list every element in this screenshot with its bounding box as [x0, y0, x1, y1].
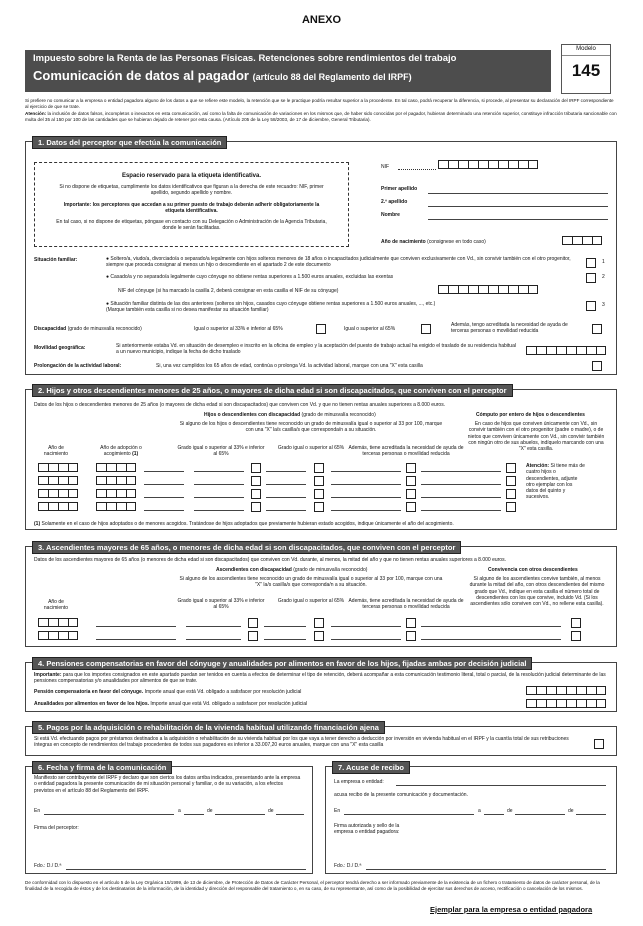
section-6-title: 6. Fecha y firma de la comunicación: [32, 761, 172, 774]
section-4-title: 4. Pensiones compensatorias en favor del cónyuge y anualidades por alimentos en favor de los hijos, fijadas ambas por decisión judicial: [32, 657, 532, 670]
ascendant-65-box[interactable]: [314, 631, 324, 641]
ascendants-cohab-text: Si alguno de los ascendientes convive también, al menos durante la mitad del año, con otros descendientes del mismo grado que Vd., indique en esta casilla el número total de descendientes con los que convive, incluido Vd. (Si los ascendientes sólo conviven con Vd., no rellene esta casilla).: [469, 576, 605, 607]
col-birth-year: Año de nacimiento: [43, 445, 69, 458]
child-birth-year-field[interactable]: [38, 489, 78, 498]
signed-by-field[interactable]: [66, 869, 306, 870]
disability-help-box[interactable]: [592, 324, 602, 334]
child-adoption-year-field[interactable]: [96, 476, 136, 485]
housing-box[interactable]: [594, 739, 604, 749]
col-65: Grado igual o superior al 65%: [277, 445, 345, 451]
extension-text: Si, una vez cumplidos los 65 años de edad, continúa o prolonga Vd. la actividad laboral, marque con una "X" esta casilla: [156, 363, 423, 369]
header-line1: Impuesto sobre la Renta de las Personas Físicas. Retenciones sobre rendimientos del trabajo: [33, 53, 457, 64]
child-name-line: [144, 484, 184, 485]
nif-label: NIF: [381, 164, 390, 170]
section-4: [25, 659, 617, 712]
ascendant-cohab-box[interactable]: [571, 618, 581, 628]
ack-year-field[interactable]: [576, 814, 606, 815]
disability-33-box[interactable]: [316, 324, 326, 334]
header-title: Comunicación de datos al pagador: [33, 67, 249, 83]
section-7: 7. Acuse de recibo La empresa o entidad: acusa recibo de la presente comunicación y documentación. En a de de Firma autorizada y sello de la empresa o entidad pagadora: Fdo.: D./ D.ª: [325, 766, 617, 874]
children-full-count-header: Cómputo por entero de hijos o descendientes: [476, 412, 585, 418]
first-surname-field[interactable]: [428, 193, 608, 194]
child-33-line: [194, 484, 244, 485]
family-status-3-box[interactable]: [586, 301, 596, 311]
company-field[interactable]: [396, 785, 606, 786]
section-2-intro: Datos de los hijos o descendientes menores de 25 años (o mayores de dicha edad si son discapacitados) que conviven con Vd. y que no tienen rentas anuales superiores a 8.000 euros.: [34, 402, 446, 408]
intro-p2: Atención: la inclusión de datos falsos, incompletos o inexactos en esta comunicación, así como la falta de comunicación de variaciones en los mismos que, de haber sido conocidas por el pagador, hubieran determinado una retención superior, constituye infracción tributaria sancionable con multa del 35 al 150 por 100 de las cantidades que se hubieran dejado de retener por esta causa. (Artículo 205 de la Ley 58/2003, de 17 de diciembre, General Tributaria).: [25, 111, 617, 123]
child-count-line: [421, 510, 501, 511]
ascendant-65-box[interactable]: [314, 618, 324, 628]
ascendant-help-box[interactable]: [406, 618, 416, 628]
child-65-box[interactable]: [314, 463, 324, 473]
child-help-line: [331, 497, 401, 498]
child-33-box[interactable]: [251, 476, 261, 486]
ascendants-disability-header: Ascendientes con discapacidad (grado de minusvalía reconocido): [216, 567, 368, 573]
child-33-line: [194, 471, 244, 472]
model-label: Modelo: [562, 45, 610, 56]
child-full-count-box[interactable]: [506, 489, 516, 499]
intro-text: [25, 98, 617, 125]
ascendant-help-box[interactable]: [406, 631, 416, 641]
signature-label: Firma del perceptor:: [34, 825, 79, 831]
child-adoption-year-field[interactable]: [96, 489, 136, 498]
section-4-important: Importante: para que los importes consignados en este apartado puedan ser tenidos en cuenta a efectos de determinar el tipo de retención, deberá acompañar a esta comunicación testimonio literal, total o parcial, de la resolución judicial determinante de las pensiones compensatorias y/o anualidades por alimentos de que se trate.: [34, 672, 606, 685]
extension-label: Prolongación de la actividad laboral:: [34, 363, 122, 369]
child-33-line: [194, 497, 244, 498]
receipt-text: acusa recibo de la presente comunicación y documentación.: [334, 792, 468, 798]
place-field[interactable]: [44, 814, 174, 815]
child-birth-year-field[interactable]: [38, 463, 78, 472]
second-surname-field[interactable]: [428, 206, 608, 207]
child-full-count-box[interactable]: [506, 502, 516, 512]
section-2: [25, 386, 617, 530]
child-help-box[interactable]: [406, 489, 416, 499]
child-help-line: [331, 510, 401, 511]
child-65-line: [266, 471, 306, 472]
section-6: 6. Fecha y firma de la comunicación Manifiesto ser contribuyente del IRPF y declaro que son ciertos los datos arriba indicados, presentando ante la empresa o entidad pagadora la presente comunicación de mi situación personal y familiar, o de su variación, a los efectos previstos en el artículo 88 del Reglamento del IRPF. En a de de Firma del perceptor: Fdo.: D./ D.ª: [25, 766, 313, 874]
asc-col-birth-year: Año de nacimiento: [43, 599, 69, 612]
ascendant-cohab-line: [421, 639, 561, 640]
birth-year-field[interactable]: [562, 236, 602, 245]
disability-65-box[interactable]: [421, 324, 431, 334]
col-33: Grado igual o superior al 33% e inferior al 65%: [177, 445, 265, 458]
ascendant-cohab-box[interactable]: [571, 631, 581, 641]
name-field[interactable]: [428, 219, 608, 220]
child-help-box[interactable]: [406, 476, 416, 486]
child-count-line: [421, 497, 501, 498]
privacy-footer: De conformidad con lo dispuesto en el artículo 5 de la Ley Orgánica 15/1999, de 13 de diciembre, de Protección de Datos de Carácter Personal, el perceptor tendrá derecho a ser informado previamente de la existencia de un fichero o tratamiento de datos de carácter personal, de la finalidad de la recogida de éstos y de los destinatarios de la información, de la identidad y dirección del responsable del tratamiento o, en su caso, de su representante, así como de la posibilidad de ejercitar sus derechos de acceso, rectificación o cancelación de los mismos.: [25, 880, 600, 891]
section-1-title: 1. Datos del perceptor que efectúa la comunicación: [32, 136, 227, 149]
alimony-label: Anualidades por alimentos en favor de los hijos. Importe anual que está Vd. obligado a satisfacer por resolución judicial: [34, 701, 308, 707]
child-help-line: [331, 471, 401, 472]
section-1: 1. Datos del perceptor que efectúa la comunicación Espacio reservado para la etiqueta identificativa. Si no dispone de etiquetas, cumplimente los datos identificativos que figuran a la derecha de este recuadro: NIF, primer apellido, segundo apellido y nombre. Importante: los perceptores que accedan a su primer puesto de trabajo deberán adherir obligatoriamente la etiqueta identificativa. En tal caso, si no dispone de etiquetas, póngase en contacto con su Delegación o Administración de la Agencia Tributaria, donde le serán facilitadas. NIF Primer apellido 2.º apellido Nombre Año de nacimiento (consignese en todo caso) Situación familiar: ● Soltero/a, viudo/a, divorciado/a o separado/a legalmente con hijos solteros menores de 18 años o incapacitados judicialmente que conviven exclusivamente con Vd., sin convivir también con el otro progenitor, siempre que proceda consignar al menos un hijo o descendiente en el apartado 2 de este documento 1 ● Casado/a y no separado/a legalmente cuyo cónyuge no obtiene rentas superiores a 1.500 euros anuales, excluidas las exentas 2 NIF del cónyuge (si ha marcado la casilla 2, deberá consignar en esta casilla el NIF de su cónyuge) ● Situación familiar distinta de las dos anteriores (solteros sin hijos, casados cuyo cónyuge obtiene rentas superiores a 1.500 euros anuales, ..., etc.) (Marque también esta casilla si no desea manifestar su situación familiar) 3 Discapacidad (grado de minusvalía reconocido) Igual o superior al 33% e inferior al 65% Igual o superior al 65% Además, tengo acreditada la necesidad de ayuda de terceras personas o movilidad reducida Movilidad geográfica: Si anteriormente estaba Vd. en situación de desempleo e inscrito en la oficina de empleo y la aceptación del puesto de trabajo actual ha exigido el traslado de su residencia habitual a un nuevo municipio, indique la fecha de dicho traslado Prolongación de la actividad laboral: Si, una vez cumplidos los 65 años de edad, continúa o prolonga Vd. la actividad laboral, marque con una "X" esta casilla: [25, 141, 617, 375]
form-header: [25, 50, 551, 92]
compensatory-pension-label: Pensión compensatoria en favor del cónyuge. Importe anual que está Vd. obligado a satisfacer por resolución judicial: [34, 689, 302, 695]
ack-month-field[interactable]: [515, 814, 565, 815]
signature-area[interactable]: [96, 822, 301, 860]
year-field[interactable]: [276, 814, 304, 815]
mobility-text: Si anteriormente estaba Vd. en situación de desempleo e inscrito en la oficina de empleo y la aceptación del puesto de trabajo actual ha exigido el traslado de su residencia habitual a un nuevo municipio, indique la fecha de dicho traslado: [116, 343, 516, 356]
model-number: 145: [571, 60, 601, 80]
ascendant-33-box[interactable]: [248, 618, 258, 628]
ascendant-line: [96, 639, 176, 640]
child-full-count-box[interactable]: [506, 476, 516, 486]
mobility-date-field[interactable]: [526, 346, 606, 355]
ack-signed-by-field[interactable]: [366, 869, 606, 870]
child-full-count-box[interactable]: [506, 463, 516, 473]
asc-col-33: Grado igual o superior al 33% e inferior al 65%: [177, 598, 265, 611]
child-birth-year-field[interactable]: [38, 502, 78, 511]
section-5-title: 5. Pagos por la adquisición o rehabilitación de la vivienda habitual utilizando financiación ajena: [32, 721, 385, 734]
ascendant-33-box[interactable]: [248, 631, 258, 641]
children-footnote: (1) Solamente en el caso de hijos adoptados o de menores acogidos. Tratándose de hijos adoptados que previamente hubieran estado acogidos, indique únicamente el año del acogimiento.: [34, 521, 454, 527]
intro-p1: Si prefiere no comunicar a la empresa o entidad pagadora alguno de los datos a que se refiere este modelo, la retención que se le practique podría resultar superior a la procedente. En tal caso, podrá recuperar la diferencia, si procede, al presentar su declaración del IRPF correspondiente al ejercicio de que se trate.: [25, 98, 614, 109]
family-status-2: ● Casado/a y no separado/a legalmente cuyo cónyuge no obtiene rentas superiores a 1.500 euros anuales, excluidas las exentas: [106, 274, 394, 280]
ascendant-birth-year-field[interactable]: [38, 618, 78, 627]
child-33-box[interactable]: [251, 463, 261, 473]
section-2-title: 2. Hijos y otros descendientes menores de 25 años, o mayores de dicha edad si son discapacitados, que conviven con el perceptor: [32, 384, 513, 397]
child-help-line: [331, 484, 401, 485]
section-7-title: 7. Acuse de recibo: [332, 761, 410, 774]
child-birth-year-field[interactable]: [38, 476, 78, 485]
birth-year-label: Año de nacimiento (consignese en todo caso): [381, 239, 486, 245]
ascendant-birth-year-field[interactable]: [38, 631, 78, 640]
child-33-box[interactable]: [251, 502, 261, 512]
child-name-line: [144, 471, 184, 472]
children-attention: Atención: Si tiene más de cuatro hijos o descendientes, adjunte otro ejemplar con los datos del quinto y sucesivos.: [526, 463, 585, 501]
section-3: [25, 543, 617, 647]
asc-col-help: Además, tiene acreditada la necesidad de ayuda de terceras personas o movilidad reducida: [348, 598, 464, 611]
disability-help-label: Además, tengo acreditada la necesidad de ayuda de terceras personas o movilidad reducida: [451, 322, 568, 335]
label-area: Espacio reservado para la etiqueta identificativa. Si no dispone de etiquetas, cumplimente los datos identificativos que figuran a la derecha de este recuadro: NIF, primer apellido, segundo apellido y nombre. Importante: los perceptores que accedan a su primer puesto de trabajo deberán adherir obligatoriamente la etiqueta identificativa. En tal caso, si no dispone de etiquetas, póngase en contacto con su Delegación o Administración de la Agencia Tributaria, donde le serán facilitadas.: [34, 162, 349, 247]
ascendants-cohab-header: Convivencia con otros descendientes: [488, 567, 578, 573]
child-65-box[interactable]: [314, 489, 324, 499]
ack-day-field[interactable]: [484, 814, 504, 815]
company-label: La empresa o entidad:: [334, 779, 384, 785]
ack-signed-by-label: Fdo.: D./ D.ª: [334, 863, 362, 869]
family-status-1: ● Soltero/a, viudo/a, divorciado/a o separado/a legalmente con hijos solteros menores de 18 años o incapacitados judicialmente que conviven exclusivamente con Vd., sin convivir también con el otro progenitor, siempre que proceda consignar al menos un hijo o descendiente en el apartado 2 de este documento: [106, 256, 571, 269]
spouse-nif-label: NIF del cónyuge (si ha marcado la casilla 2, deberá consignar en esta casilla el NIF de su cónyuge): [118, 288, 339, 294]
child-65-box[interactable]: [314, 476, 324, 486]
child-65-line: [266, 510, 306, 511]
ascendant-help-line: [331, 639, 401, 640]
child-33-line: [194, 510, 244, 511]
child-65-box[interactable]: [314, 502, 324, 512]
compensatory-pension-field[interactable]: [526, 686, 606, 695]
child-33-box[interactable]: [251, 489, 261, 499]
ascendant-33-line: [186, 626, 241, 627]
first-surname-label: Primer apellido: [381, 186, 418, 192]
disability-65-label: Igual o superior al 65%: [344, 326, 396, 332]
ascendant-33-line: [186, 639, 241, 640]
col-adoption-year: Año de adopción o acogimiento (1): [100, 445, 142, 458]
place-label: En: [34, 808, 41, 814]
ack-place-label: En: [334, 808, 341, 814]
section-3-intro: Datos de los ascendientes mayores de 65 años (o menores de dicha edad si son discapacitados) que conviven con Vd. durante, al menos, la mitad del año y que no tienen rentas anuales superiores a 8.000 euros.: [34, 557, 506, 563]
nif-field[interactable]: [438, 160, 538, 169]
col-help: Además, tiene acreditada la necesidad de ayuda de terceras personas o movilidad reducida: [348, 445, 464, 458]
mobility-label: Movilidad geográfica:: [34, 345, 86, 351]
child-65-line: [266, 484, 306, 485]
family-status-3: ● Situación familiar distinta de las dos anteriores (solteros sin hijos, casados cuyo cónyuge obtiene rentas superiores a 1.500 euros anuales, ..., etc.) (Marque también esta casilla si no desea manifestar su situación familiar): [106, 301, 436, 314]
children-disability-text: Si alguno de los hijos o descendientes tiene reconocido un grado de minusvalía igual o superior al 33 por 100, marque con una "X" la/s casilla/s que corresponda/n a su situación.: [179, 421, 443, 434]
ascendant-help-line: [331, 626, 401, 627]
model-box: [561, 44, 611, 94]
housing-text: Si está Vd. efectuando pagos por préstamos destinados a la adquisición o rehabilitación de su vivienda habitual por los que vaya a tener derecho a deducción por inversión en vivienda habitual en el IRPF y la cuantía total de sus retribuciones íntegras en concepto de rendimientos del trabajo procedentes de todos sus pagadores es inferior a 33.007,20 euros anuales, marque con una "X" esta casilla: [34, 736, 569, 749]
family-status-1-box[interactable]: [586, 258, 596, 268]
alimony-field[interactable]: [526, 699, 606, 708]
asc-col-65: Grado igual o superior al 65%: [277, 598, 345, 604]
child-help-box[interactable]: [406, 502, 416, 512]
child-count-line: [421, 471, 501, 472]
family-status-2-box[interactable]: [586, 273, 596, 283]
declaration-text: Manifiesto ser contribuyente del IRPF y declaro que son ciertos los datos arriba indicados, presentando ante la empresa o entidad pagadora la presente comunicación de mi situación personal y familiar, o de su variación, a los efectos previstos en el artículo 88 del Reglamento del IRPF.: [34, 775, 301, 794]
section-5: [25, 723, 617, 756]
ack-place-field[interactable]: [344, 814, 474, 815]
child-help-box[interactable]: [406, 463, 416, 473]
second-surname-label: 2.º apellido: [381, 199, 408, 205]
disability-label: Discapacidad (grado de minusvalía reconocido): [34, 326, 142, 332]
anexo-heading: ANEXO: [301, 14, 342, 26]
children-full-count-text: En caso de hijos que conviven únicamente con Vd., sin convivir también con el otro progenitor (padre o madre), o de nietos que conviven únicamente con Vd., sin convivir también con ningún otro de sus abuelos, indíquelo marcando con una "X" esta casilla.: [467, 421, 605, 452]
section-3-title: 3. Ascendientes mayores de 65 años, o menores de dicha edad si son discapacitados, que conviven con el perceptor: [32, 541, 461, 554]
copy-label: Ejemplar para la empresa o entidad pagadora: [430, 905, 593, 914]
ack-signature-label: Firma autorizada y sello de la empresa o entidad pagadora:: [334, 823, 400, 836]
ascendant-line: [96, 626, 176, 627]
signed-by-label: Fdo.: D./ D.ª: [34, 863, 62, 869]
child-adoption-year-field[interactable]: [96, 463, 136, 472]
ack-signature-area[interactable]: [421, 822, 606, 860]
disability-33-label: Igual o superior al 33% e inferior al 65%: [194, 326, 283, 332]
child-name-line: [144, 497, 184, 498]
extension-box[interactable]: [592, 361, 602, 371]
family-status-label: Situación familiar:: [34, 257, 78, 263]
children-disability-header: Hijos o descendientes con discapacidad (grado de minusvalía reconocido): [204, 412, 376, 418]
ascendant-65-line: [264, 626, 306, 627]
header-line2: [33, 68, 543, 84]
child-65-line: [266, 497, 306, 498]
child-name-line: [144, 510, 184, 511]
day-field[interactable]: [184, 814, 204, 815]
ascendants-disability-text: Si alguno de los ascendientes tiene reconocido un grado de minusvalía igual o superior al 33 por 100, marque con una "X" la/s casilla/s que corresponda/n a su situación.: [179, 576, 443, 589]
header-article: (artículo 88 del Reglamento del IRPF): [252, 71, 412, 82]
name-label: Nombre: [381, 212, 400, 218]
child-count-line: [421, 484, 501, 485]
month-field[interactable]: [215, 814, 265, 815]
ascendant-65-line: [264, 639, 306, 640]
spouse-nif-field[interactable]: [438, 285, 538, 294]
child-adoption-year-field[interactable]: [96, 502, 136, 511]
ascendant-cohab-line: [421, 626, 561, 627]
